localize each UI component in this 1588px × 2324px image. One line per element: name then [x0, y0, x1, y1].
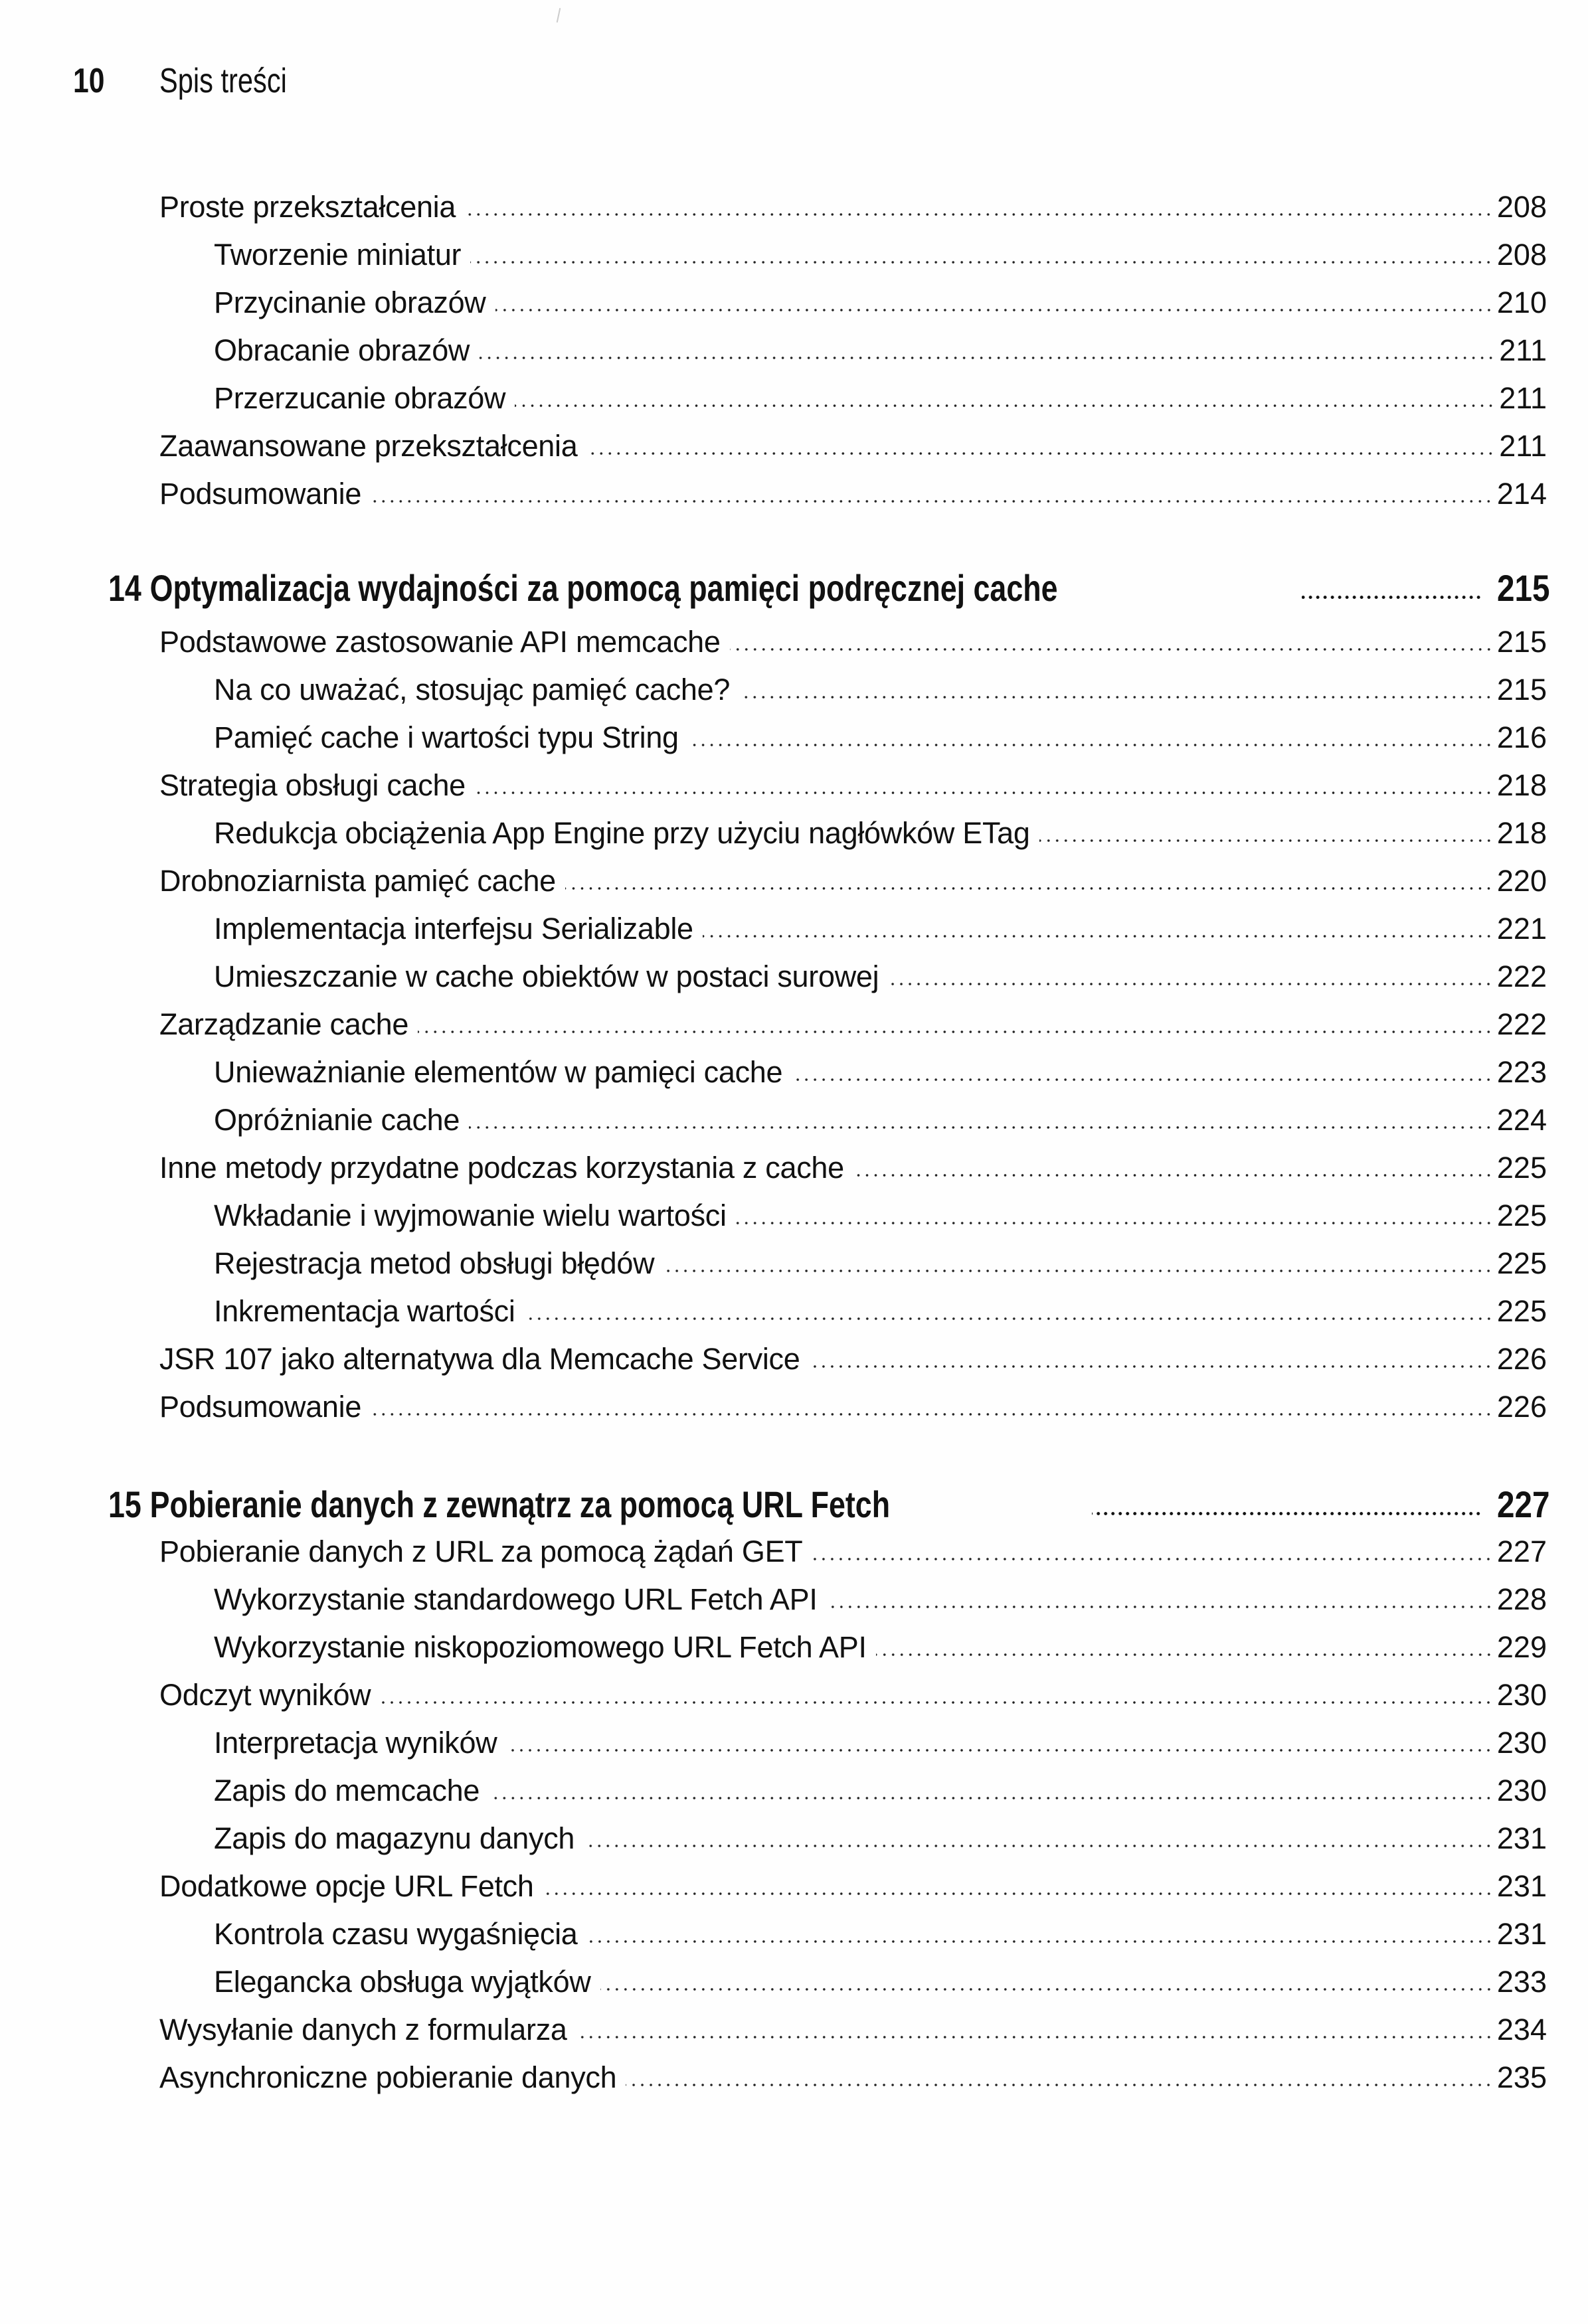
- dot-leader: [469, 1126, 1493, 1129]
- toc-entry[interactable]: [0, 422, 1547, 470]
- toc-entry-page: 221: [1496, 912, 1547, 946]
- toc-entry-page: 235: [1496, 2060, 1547, 2094]
- chapter-heading-15[interactable]: [108, 1478, 1549, 1531]
- toc-entry[interactable]: [0, 470, 1547, 518]
- dot-leader: [812, 1558, 1492, 1560]
- toc-entry-page: 227: [1496, 1535, 1547, 1568]
- toc-entry-title: Zarządzanie cache: [159, 1007, 409, 1041]
- toc-entry[interactable]: [0, 1815, 1547, 1863]
- toc-entry-page: 210: [1496, 286, 1547, 319]
- toc-entry-page: 225: [1496, 1151, 1547, 1185]
- toc-entry[interactable]: [0, 953, 1547, 1001]
- toc-entry-page: 226: [1496, 1390, 1547, 1424]
- dot-leader: [1302, 596, 1482, 599]
- toc-entry-title: Podsumowanie: [159, 1390, 362, 1424]
- dot-leader: [809, 1365, 1492, 1368]
- toc-entry-title: Zapis do memcache: [214, 1774, 480, 1807]
- dot-leader: [736, 1222, 1493, 1224]
- dot-leader: [730, 648, 1493, 651]
- dot-leader: [587, 1940, 1493, 1943]
- dot-leader: [626, 2084, 1493, 2086]
- chapter-title: [108, 562, 1058, 615]
- toc-entry-title: Wykorzystanie standardowego URL Fetch API: [214, 1582, 818, 1616]
- toc-entry-page: 228: [1496, 1582, 1547, 1616]
- dot-leader: [380, 1701, 1493, 1704]
- toc-entry-page: 230: [1496, 1774, 1547, 1807]
- toc-entry-page: 234: [1496, 2013, 1547, 2046]
- toc-entry[interactable]: [0, 183, 1547, 231]
- toc-entry-title: Rejestracja metod obsługi błędów: [214, 1246, 655, 1280]
- toc-entry-title: Przycinanie obrazów: [214, 286, 486, 319]
- dot-leader: [853, 1174, 1493, 1177]
- toc-entry[interactable]: [0, 1863, 1547, 1910]
- toc-entry[interactable]: [0, 1192, 1547, 1240]
- toc-entry-page: 225: [1496, 1246, 1547, 1280]
- toc-entry-page: 231: [1496, 1821, 1547, 1855]
- toc-entry-page: 208: [1496, 238, 1547, 272]
- toc-entry-title: Interpretacja wyników: [214, 1726, 497, 1760]
- toc-entry-page: 225: [1496, 1294, 1547, 1328]
- toc-chapter-15-entries: [0, 1528, 1588, 2102]
- chapter-number: 15: [108, 1483, 141, 1525]
- toc-entry-page: 222: [1496, 1007, 1547, 1041]
- dot-leader: [515, 404, 1495, 407]
- toc-entry[interactable]: [0, 231, 1547, 279]
- toc-entry[interactable]: [0, 1001, 1547, 1048]
- dot-leader: [827, 1606, 1493, 1608]
- toc-entry-title: Kontrola czasu wygaśnięcia: [214, 1917, 578, 1951]
- toc-entry[interactable]: [0, 1910, 1547, 1958]
- dot-leader: [888, 983, 1493, 985]
- toc-entry-page: 214: [1496, 477, 1547, 511]
- toc-entry-title: Elegancka obsługa wyjątków: [214, 1965, 591, 1999]
- dot-leader: [371, 500, 1493, 503]
- dot-leader: [663, 1270, 1493, 1272]
- toc-entry[interactable]: [0, 1671, 1547, 1719]
- dot-leader: [876, 1653, 1493, 1656]
- toc-entry-page: 231: [1496, 1869, 1547, 1903]
- toc-chapter-14-entries: [0, 618, 1588, 1431]
- toc-entry-page: 216: [1496, 720, 1547, 754]
- chapter-heading-14[interactable]: [108, 562, 1549, 615]
- toc-entry[interactable]: [0, 1335, 1547, 1383]
- toc-entry-title: Pamięć cache i wartości typu String: [214, 720, 679, 754]
- toc-entry-title: Na co uważać, stosując pamięć cache?: [214, 673, 731, 706]
- toc-entry-title: Umieszczanie w cache obiektów w postaci surowej: [214, 959, 879, 993]
- toc-entry-title: Zapis do magazynu danych: [214, 1821, 575, 1855]
- scan-artifact: [557, 8, 561, 23]
- toc-entry-title: Dodatkowe opcje URL Fetch: [159, 1869, 534, 1903]
- toc-entry-title: Redukcja obciążenia App Engine przy użyciu nagłówków ETag: [214, 816, 1030, 850]
- running-head-title: Spis treści: [159, 62, 287, 100]
- toc-entry-title: Unieważnianie elementów w pamięci cache: [214, 1055, 783, 1089]
- toc-entry-title: Zaawansowane przekształcenia: [159, 429, 578, 463]
- dot-leader: [489, 1797, 1493, 1799]
- toc-entry[interactable]: [0, 714, 1547, 762]
- dot-leader: [475, 791, 1493, 794]
- toc-entry-title: Opróżnianie cache: [214, 1103, 460, 1137]
- toc-entry-title: Proste przekształcenia: [159, 190, 456, 224]
- dot-leader: [543, 1892, 1493, 1895]
- page-number: 10: [73, 62, 105, 100]
- toc-entry[interactable]: [0, 279, 1547, 327]
- toc-entry[interactable]: [0, 1958, 1547, 2006]
- toc-entry[interactable]: [0, 1623, 1547, 1671]
- toc-entry-page: 230: [1496, 1678, 1547, 1712]
- toc-entry-page: 229: [1496, 1630, 1547, 1664]
- toc-entry-page: 215: [1496, 673, 1547, 706]
- dot-leader: [465, 213, 1493, 216]
- toc-entry-title: Implementacja interfejsu Serializable: [214, 912, 693, 946]
- toc-entry-page: 211: [1499, 429, 1547, 463]
- toc-entry-title: Inne metody przydatne podczas korzystania z cache: [159, 1151, 844, 1185]
- toc-entry-page: 225: [1496, 1199, 1547, 1232]
- toc-entry-page: 226: [1496, 1342, 1547, 1376]
- toc-entry[interactable]: [0, 374, 1547, 422]
- toc-entry-page: 224: [1496, 1103, 1547, 1137]
- toc-entry[interactable]: [0, 1096, 1547, 1144]
- toc-entry[interactable]: [0, 1144, 1547, 1192]
- chapter-title: [108, 1478, 890, 1531]
- toc-entry[interactable]: [0, 1576, 1547, 1623]
- toc-entry[interactable]: [0, 1767, 1547, 1815]
- toc-entry-page: 223: [1496, 1055, 1547, 1089]
- dot-leader: [1092, 1512, 1482, 1515]
- toc-entry[interactable]: [0, 1528, 1547, 1576]
- dot-leader: [565, 887, 1493, 890]
- toc-entry-title: JSR 107 jako alternatywa dla Memcache Service: [159, 1342, 800, 1376]
- toc-entry-title: Obracanie obrazów: [214, 333, 470, 367]
- dot-leader: [586, 452, 1495, 455]
- dot-leader: [1039, 839, 1493, 842]
- toc-entry[interactable]: [0, 1383, 1547, 1431]
- dot-leader: [470, 261, 1493, 264]
- toc-entry-page: 233: [1496, 1965, 1547, 1999]
- toc-entry[interactable]: [0, 327, 1547, 374]
- toc-entry-page: 211: [1499, 333, 1547, 367]
- toc-entry-title: Pobieranie danych z URL za pomocą żądań GET: [159, 1535, 803, 1568]
- chapter-page-number: 227: [1496, 1483, 1549, 1525]
- toc-entry-title: Tworzenie miniatur: [214, 238, 462, 272]
- toc-entry[interactable]: [0, 1048, 1547, 1096]
- toc-entry[interactable]: [0, 1719, 1547, 1767]
- dot-leader: [525, 1317, 1493, 1320]
- dot-leader: [703, 935, 1493, 938]
- toc-entry-page: 218: [1496, 816, 1547, 850]
- toc-entry[interactable]: [0, 857, 1547, 905]
- toc-entry-title: Podstawowe zastosowanie API memcache: [159, 625, 721, 659]
- toc-entry[interactable]: [0, 2054, 1547, 2102]
- toc-entry-page: 218: [1496, 768, 1547, 802]
- dot-leader: [688, 744, 1493, 746]
- dot-leader: [576, 2036, 1493, 2038]
- dot-leader: [584, 1845, 1493, 1847]
- toc-continued-section: [0, 183, 1588, 518]
- dot-leader: [479, 357, 1495, 359]
- toc-entry[interactable]: [0, 762, 1547, 809]
- toc-entry[interactable]: [0, 1240, 1547, 1287]
- chapter-page-number: 215: [1496, 567, 1549, 609]
- toc-entry-page: 230: [1496, 1726, 1547, 1760]
- toc-entry-title: Strategia obsługi cache: [159, 768, 466, 802]
- toc-entry-title: Drobnoziarnista pamięć cache: [159, 864, 556, 898]
- toc-entry-title: Przerzucanie obrazów: [214, 381, 506, 415]
- toc-entry-title: Wkładanie i wyjmowanie wielu wartości: [214, 1199, 727, 1232]
- toc-entry-title: Wysyłanie danych z formularza: [159, 2013, 567, 2046]
- toc-entry[interactable]: [0, 666, 1547, 714]
- toc-entry-title: Inkrementacja wartości: [214, 1294, 515, 1328]
- toc-entry[interactable]: [0, 1287, 1547, 1335]
- toc-entry-page: 208: [1496, 190, 1547, 224]
- dot-leader: [600, 1988, 1493, 1991]
- toc-entry-title: Wykorzystanie niskopoziomowego URL Fetch API: [214, 1630, 867, 1664]
- toc-entry-page: 231: [1496, 1917, 1547, 1951]
- running-head: [73, 61, 319, 101]
- toc-entry-title: Odczyt wyników: [159, 1678, 371, 1712]
- toc-entry-page: 220: [1496, 864, 1547, 898]
- toc-entry[interactable]: [0, 809, 1547, 857]
- toc-entry-title: Podsumowanie: [159, 477, 362, 511]
- dot-leader: [506, 1749, 1493, 1752]
- dot-leader: [371, 1413, 1493, 1416]
- toc-entry-page: 222: [1496, 959, 1547, 993]
- chapter-title-text: Pobieranie danych z zewnątrz za pomocą URL Fetch: [149, 1483, 891, 1525]
- dot-leader: [739, 696, 1493, 699]
- dot-leader: [495, 309, 1493, 311]
- toc-entry[interactable]: [0, 618, 1547, 666]
- chapter-title-text: Optymalizacja wydajności za pomocą pamięci podręcznej cache: [149, 567, 1058, 609]
- toc-entry-title: Asynchroniczne pobieranie danych: [159, 2060, 617, 2094]
- toc-entry-page: 215: [1496, 625, 1547, 659]
- toc-entry[interactable]: [0, 2006, 1547, 2054]
- chapter-number: 14: [108, 567, 141, 609]
- toc-entry[interactable]: [0, 905, 1547, 953]
- dot-leader: [418, 1031, 1493, 1033]
- toc-entry-page: 211: [1499, 381, 1547, 415]
- dot-leader: [792, 1078, 1493, 1081]
